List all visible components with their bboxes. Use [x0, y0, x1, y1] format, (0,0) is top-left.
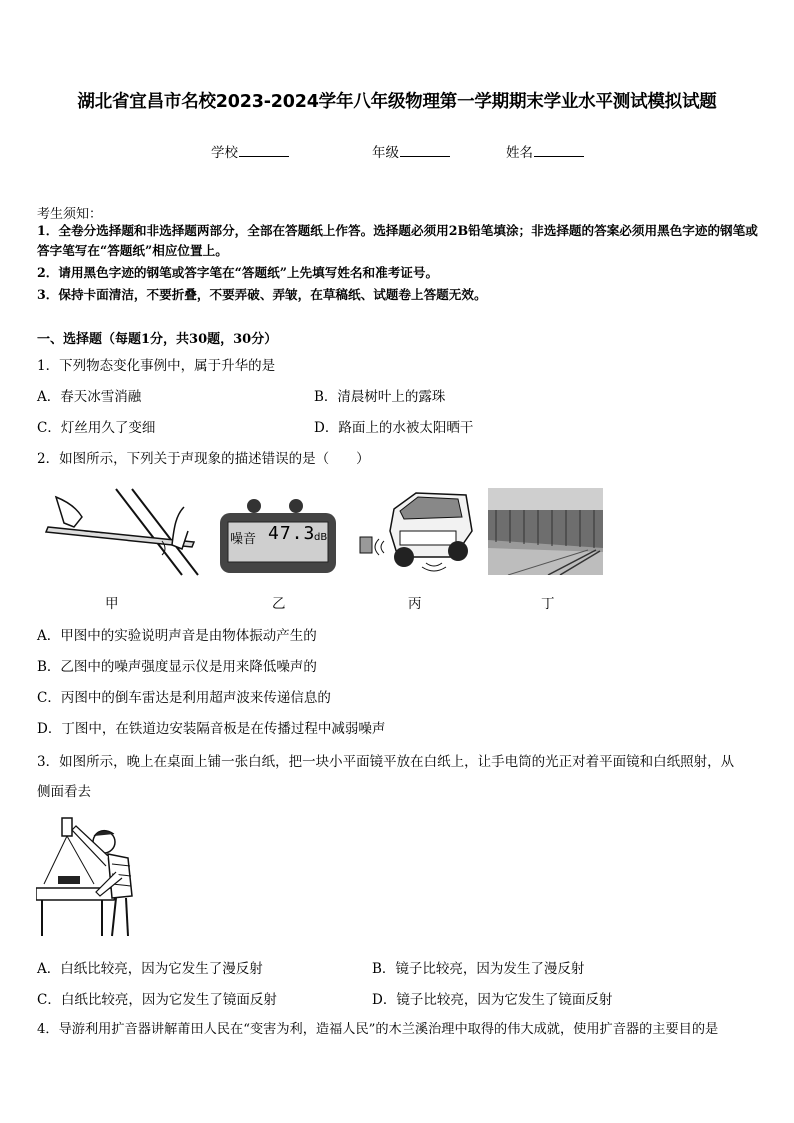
name-label: 姓名 [506, 145, 533, 161]
q2-stem: 2．如图所示，下列关于声现象的描述错误的是（ ） [37, 451, 370, 467]
notice-item-2: 2．请用黑色字迹的钢笔或答字笔在“答题纸”上先填写姓名和准考证号。 [37, 265, 439, 280]
q4-stem: 4．导游利用扩音器讲解莆田人民在“变害为利，造福人民”的木兰溪治理中取得的伟大成就，使用扩音器的主要目的是 [37, 1022, 719, 1037]
q1-option-d: D．路面上的水被太阳晒干 [314, 420, 474, 436]
school-blank [239, 144, 289, 157]
figure-bing-car-radar [354, 487, 476, 575]
q3-option-d: D．镜子比较亮，因为它发生了镜面反射 [372, 992, 613, 1008]
figure-q3-flashlight [36, 812, 140, 938]
figure-jia-label: 甲 [105, 596, 119, 612]
q2-option-c: C．丙图中的倒车雷达是利用超声波来传递信息的 [37, 690, 331, 706]
name-blank [534, 144, 584, 157]
q3-option-c: C．白纸比较亮，因为它发生了镜面反射 [37, 992, 277, 1008]
figure-ding-label: 丁 [541, 596, 555, 612]
q1-stem: 1．下列物态变化事例中，属于升华的是 [37, 358, 276, 374]
q1-option-a: A．春天冰雪消融 [37, 389, 142, 405]
q3-option-b: B．镜子比较亮，因为发生了漫反射 [372, 961, 585, 977]
q1-option-b: B．清晨树叶上的露珠 [314, 389, 446, 405]
q2-option-b: B．乙图中的噪声强度显示仪是用来降低噪声的 [37, 659, 317, 675]
page-title: 湖北省宜昌市名校2023-2024学年八年级物理第一学期期末学业水平测试模拟试题 [77, 92, 717, 112]
name-field [506, 141, 584, 161]
school-label: 学校 [211, 145, 238, 161]
grade-label: 年级 [372, 145, 399, 161]
meter-value: 47.3 [268, 523, 316, 544]
meter-unit: dB [314, 532, 328, 543]
notice-item-3: 3．保持卡面清洁，不要折叠，不要弄破、弄皱，在草稿纸、试题卷上答题无效。 [37, 287, 487, 302]
section-heading: 一、选择题（每题1分，共30题，30分） [37, 332, 278, 347]
grade-blank [400, 144, 450, 157]
q1-option-c: C．灯丝用久了变细 [37, 420, 156, 436]
q3-stem-line1: 3．如图所示，晚上在桌面上铺一张白纸，把一块小平面镜平放在白纸上，让手电筒的光正对着平面镜和白纸照射，从 [37, 754, 735, 770]
figure-jia-ruler [44, 487, 204, 577]
figure-ding-noise-barrier [488, 488, 603, 575]
q2-option-a: A．甲图中的实验说明声音是由物体振动产生的 [37, 628, 317, 644]
grade-field [372, 141, 450, 161]
figure-bing-label: 丙 [408, 596, 422, 612]
q3-stem-line2: 侧面看去 [37, 784, 91, 800]
q2-option-d: D．丁图中，在铁道边安装隔音板是在传播过程中减弱噪声 [37, 721, 386, 737]
meter-label: 噪音 [230, 532, 257, 547]
q3-option-a: A．白纸比较亮，因为它发生了漫反射 [37, 961, 263, 977]
figure-yi-label: 乙 [272, 596, 286, 612]
notice-item-1: 1．全卷分选择题和非选择题两部分，全部在答题纸上作答。选择题必须用2B铅笔填涂；非选择题的答案必须用黑色字迹的钢笔或答字笔写在“答题纸”相应位置上。 [37, 223, 758, 258]
school-field [211, 141, 289, 161]
notice-heading: 考生须知： [37, 207, 103, 222]
